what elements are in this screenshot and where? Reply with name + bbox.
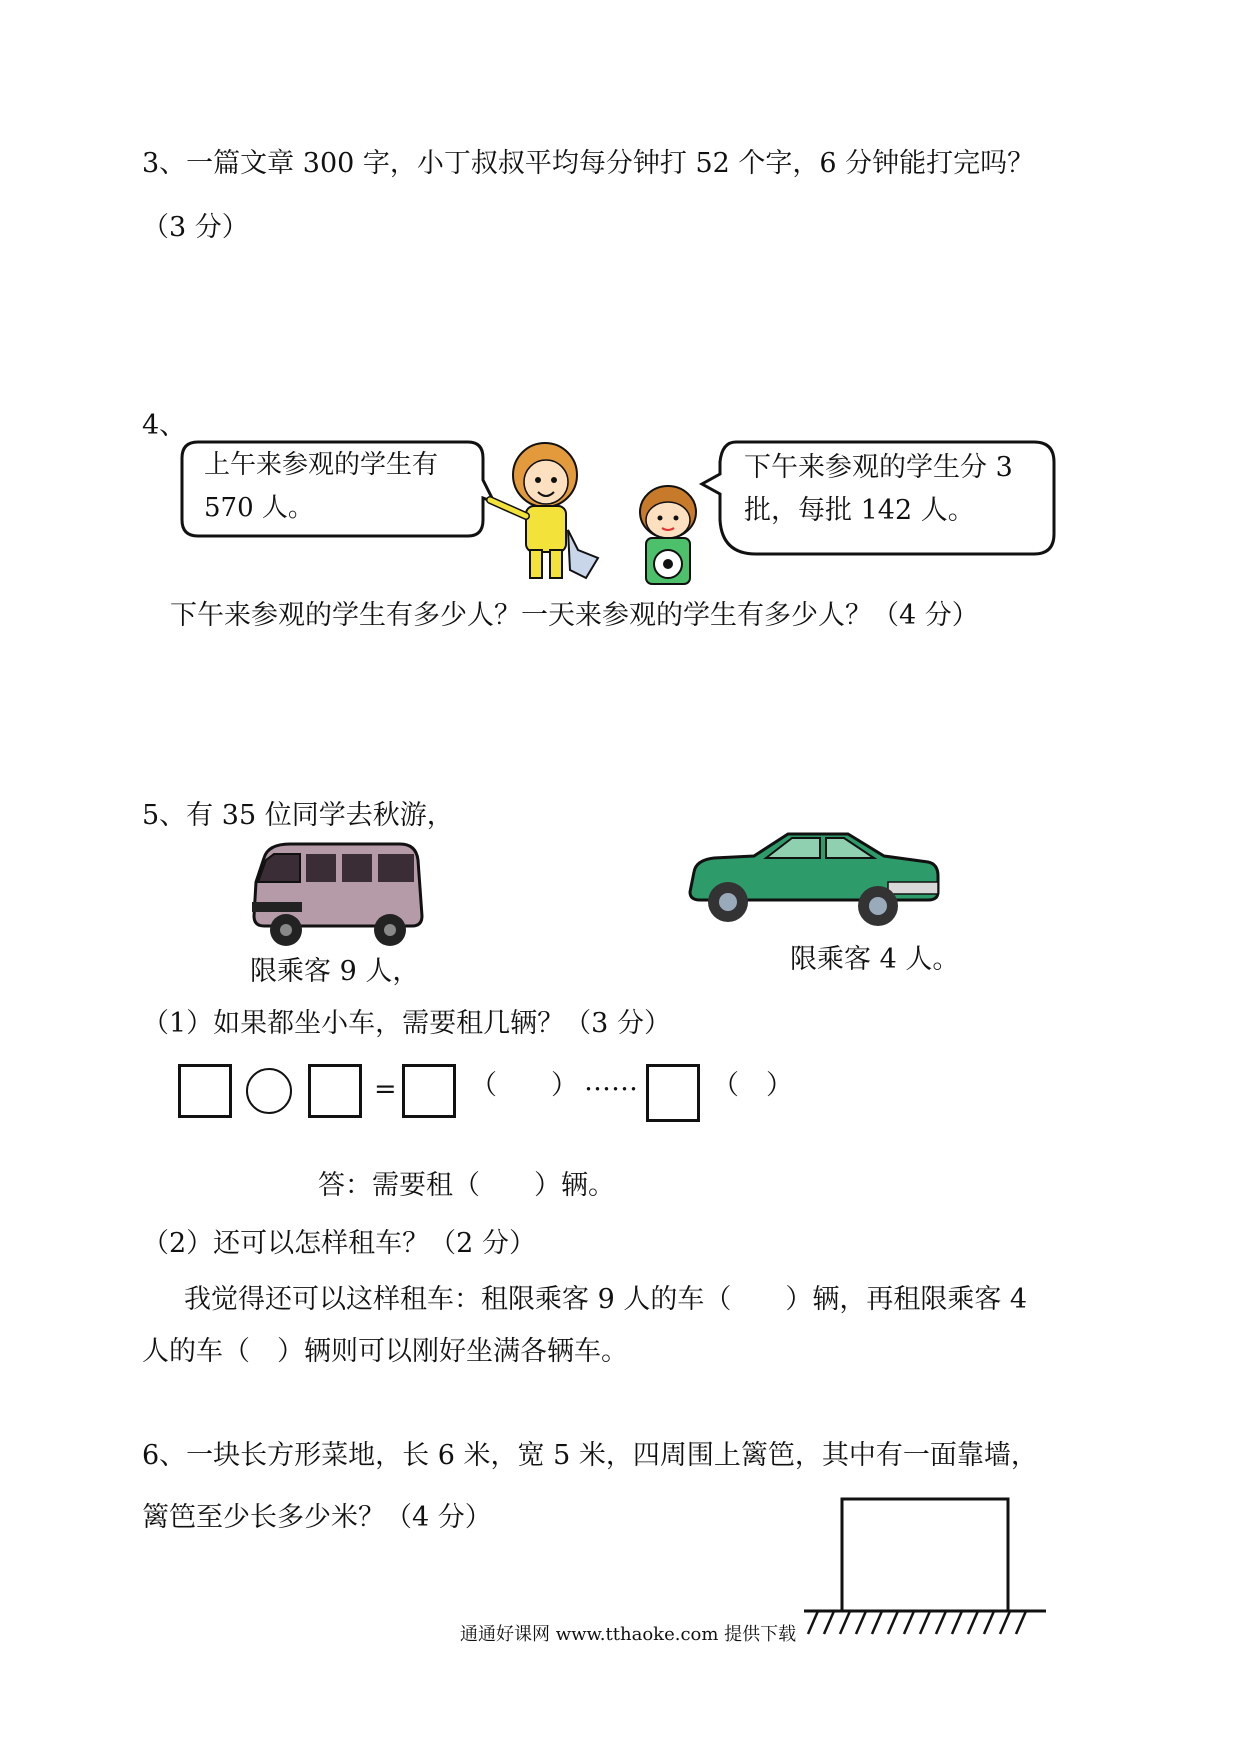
- q5-part2-line2: 人的车（ ）辆则可以刚好坐满各辆车。: [142, 1336, 628, 1367]
- q5-part2-line1: 我觉得还可以这样租车：租限乘客 9 人的车（ ）辆，再租限乘客 4: [184, 1284, 1028, 1315]
- quotient-paren[interactable]: （ ）: [470, 1070, 578, 1101]
- speech-bubble-left: [178, 440, 498, 540]
- remainder-paren[interactable]: （ ）: [712, 1070, 793, 1101]
- boy-illustration: [630, 482, 710, 592]
- q5-part2: （2）还可以怎样租车？（2 分）: [142, 1228, 536, 1259]
- speech-bubble-right-text: 下午来参观的学生分 3 批，每批 142 人。: [744, 452, 1013, 526]
- garden-wall-diagram: [800, 1496, 1050, 1646]
- van-caption: 限乘客 9 人，: [250, 956, 420, 987]
- q6-line2: 篱笆至少长多少米？（4 分）: [142, 1502, 492, 1533]
- footer-credit: 通通好课网 www.tthaoke.com 提供下载: [460, 1624, 797, 1645]
- q4-number: 4、: [142, 410, 187, 441]
- q5-part1: （1）如果都坐小车，需要租几辆？（3 分）: [142, 1008, 671, 1039]
- operator-circle[interactable]: [246, 1068, 292, 1114]
- q3-score: （3 分）: [142, 212, 249, 243]
- q6-line1: 6、一块长方形菜地，长 6 米，宽 5 米，四周围上篱笆，其中有一面靠墙，: [142, 1440, 1038, 1471]
- speech-bubble-left-text: 上午来参观的学生有 570 人。: [204, 450, 439, 523]
- answer-box-2[interactable]: [308, 1064, 362, 1118]
- car-caption: 限乘客 4 人。: [790, 944, 960, 975]
- answer-box-1[interactable]: [178, 1064, 232, 1118]
- girl-illustration: [490, 440, 610, 580]
- answer-box-4[interactable]: [646, 1064, 700, 1122]
- q5-intro: 5、有 35 位同学去秋游，: [142, 800, 454, 831]
- q3-text: 3、一篇文章 300 字，小丁叔叔平均每分钟打 52 个字，6 分钟能打完吗？: [142, 148, 1035, 179]
- speech-bubble-right: [700, 440, 1060, 558]
- remainder-dots: ……: [584, 1066, 638, 1097]
- equals-sign: =: [374, 1074, 397, 1105]
- q4-question: 下午来参观的学生有多少人？一天来参观的学生有多少人？（4 分）: [170, 600, 979, 631]
- van-illustration: [250, 840, 425, 950]
- car-illustration: [684, 830, 944, 930]
- q5-answer: 答：需要租（ ）辆。: [318, 1170, 615, 1201]
- answer-box-3[interactable]: [402, 1064, 456, 1118]
